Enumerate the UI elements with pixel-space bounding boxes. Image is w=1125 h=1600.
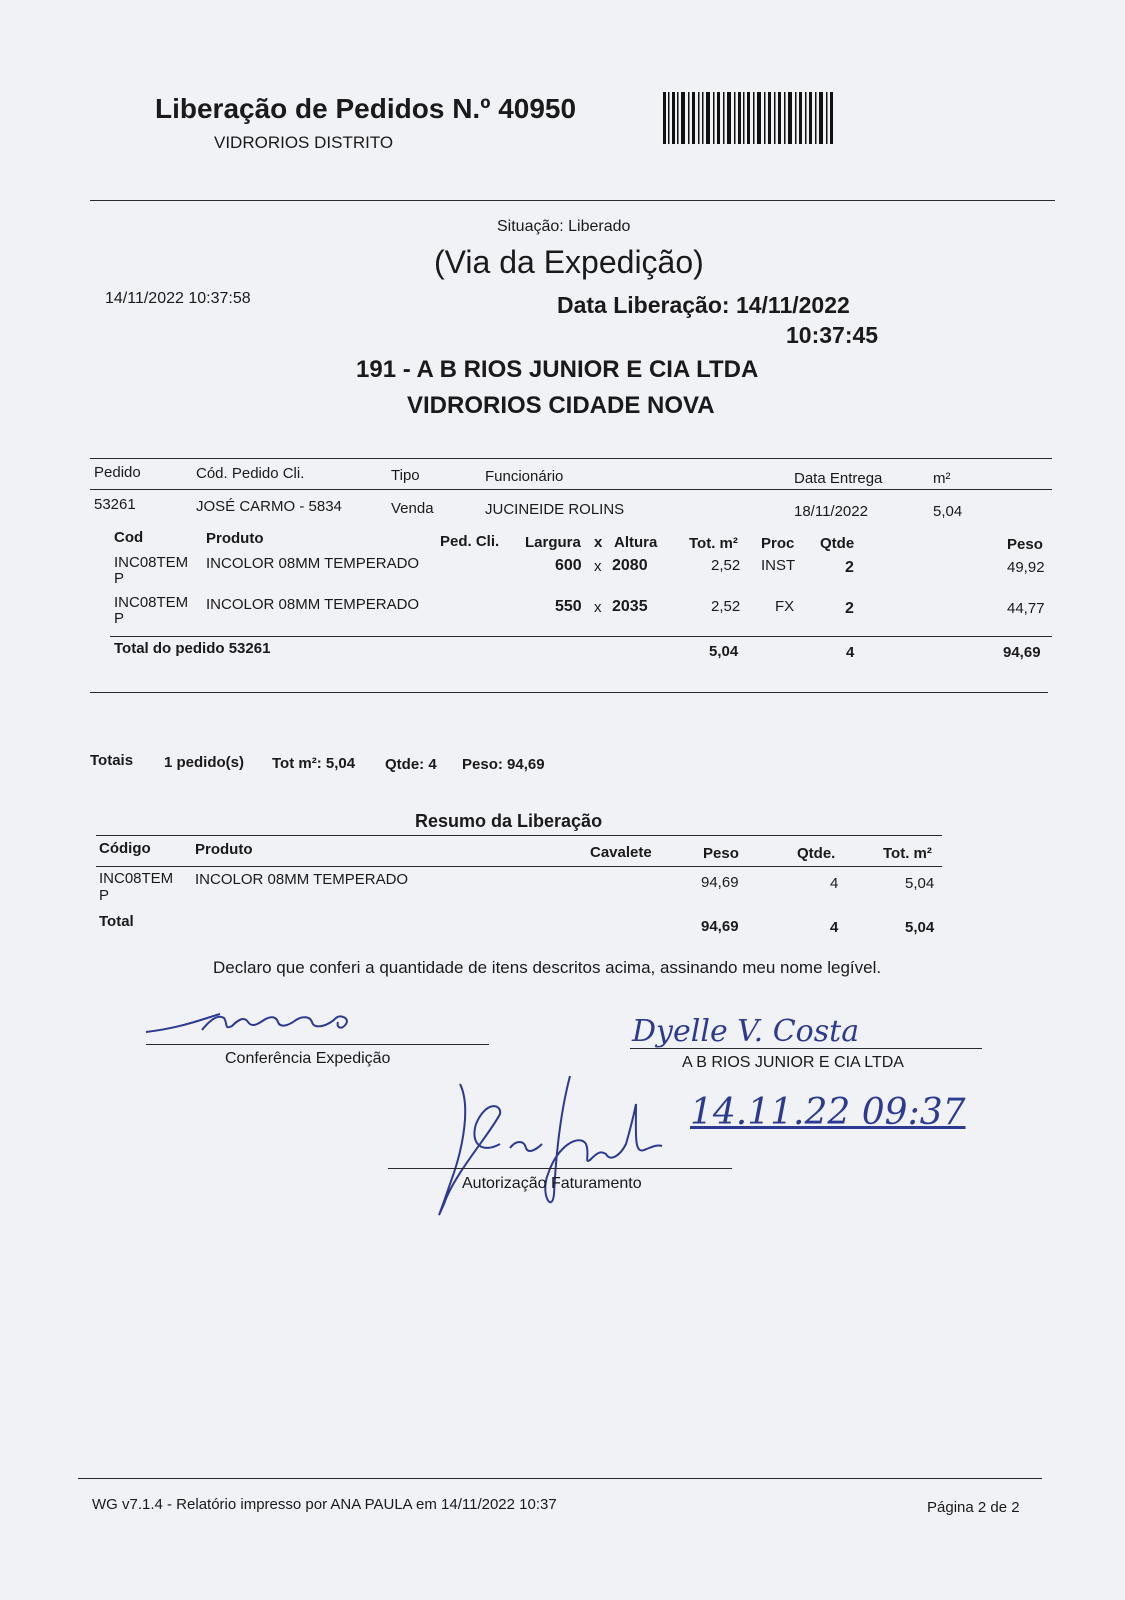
data-liberacao: Data Liberação: 14/11/2022 — [557, 292, 850, 318]
resumo-title: Resumo da Liberação — [415, 811, 603, 831]
divider — [90, 200, 1055, 201]
document-title: Liberação de Pedidos N.º 40950 — [155, 93, 577, 124]
divider — [90, 458, 1052, 459]
signature-line — [630, 1048, 982, 1049]
funcionario: JUCINEIDE ROLINS — [485, 501, 625, 518]
via-label: (Via da Expedição) — [434, 244, 704, 280]
item-x: x — [594, 558, 602, 575]
order-total-m2: 5,04 — [709, 643, 739, 660]
resumo-cod-cont: P — [99, 887, 110, 904]
divider — [90, 489, 1052, 490]
item-altura: 2080 — [612, 557, 648, 574]
col-tipo: Tipo — [391, 467, 420, 484]
item-produto: INCOLOR 08MM TEMPERADO — [206, 555, 420, 572]
resumo-col-tot-m2: Tot. m² — [883, 845, 932, 862]
resumo-col-qtde: Qtde. — [797, 845, 836, 862]
tipo: Venda — [391, 500, 434, 517]
col-funcionario: Funcionário — [485, 468, 564, 485]
conferencia-signature — [140, 1006, 370, 1040]
page-number: Página 2 de 2 — [927, 1499, 1020, 1516]
signature-line — [146, 1044, 489, 1045]
col-cod-pedido-cli: Cód. Pedido Cli. — [196, 465, 305, 482]
item-produto: INCOLOR 08MM TEMPERADO — [206, 596, 420, 613]
col-data-entrega: Data Entrega — [794, 470, 883, 487]
item-largura: 550 — [555, 598, 582, 615]
resumo-total-qtde: 4 — [830, 919, 839, 936]
item-peso: 44,77 — [1007, 600, 1045, 617]
col-proc: Proc — [761, 535, 795, 552]
resumo-total-label: Total — [99, 913, 134, 930]
item-cod: INC08TEM — [114, 594, 189, 611]
divider — [96, 866, 942, 867]
totais-qtde: Qtde: 4 — [385, 756, 437, 773]
resumo-cod: INC08TEM — [99, 870, 174, 887]
totais-m2: Tot m²: 5,04 — [272, 755, 356, 772]
item-cod: INC08TEM — [114, 554, 189, 571]
col-x: x — [594, 534, 603, 551]
situacao: Situação: Liberado — [497, 218, 631, 235]
footer-divider — [78, 1478, 1042, 1479]
item-tot-m2: 2,52 — [711, 557, 741, 574]
divider — [90, 692, 1048, 693]
resumo-tot-m2: 5,04 — [905, 875, 935, 892]
order-total-label: Total do pedido 53261 — [114, 640, 271, 657]
divider — [110, 636, 1052, 637]
company-name: VIDRORIOS DISTRITO — [214, 133, 394, 152]
cod-pedido-cli: JOSÉ CARMO - 5834 — [196, 498, 342, 515]
resumo-col-cavalete: Cavalete — [590, 844, 652, 861]
item-qtde: 2 — [845, 600, 854, 617]
declaration-text: Declaro que conferi a quantidade de itens descritos acima, assinando meu nome legível. — [213, 958, 882, 977]
pedido-number: 53261 — [94, 496, 136, 513]
col-tot-m2: Tot. m² — [689, 535, 738, 552]
printed-timestamp: 14/11/2022 10:37:58 — [105, 290, 251, 307]
resumo-total-peso: 94,69 — [701, 918, 739, 935]
item-cod-cont: P — [114, 570, 125, 587]
client-signature-label: A B RIOS JUNIOR E CIA LTDA — [682, 1054, 904, 1071]
col-altura: Altura — [614, 534, 658, 551]
col-m2: m² — [933, 470, 951, 487]
item-altura: 2035 — [612, 598, 648, 615]
data-liberacao-time: 10:37:45 — [786, 322, 879, 348]
resumo-produto: INCOLOR 08MM TEMPERADO — [195, 871, 409, 888]
autorizacao-label: Autorização Faturamento — [462, 1175, 642, 1192]
autorizacao-signature — [430, 1074, 680, 1224]
resumo-qtde: 4 — [830, 875, 839, 892]
handwritten-datetime: 14.11.22 09:37 — [690, 1092, 966, 1133]
totais-pedidos: 1 pedido(s) — [164, 754, 245, 771]
order-total-qtde: 4 — [846, 644, 855, 661]
item-qtde: 2 — [845, 559, 854, 576]
resumo-col-peso: Peso — [703, 845, 739, 862]
col-produto: Produto — [206, 530, 264, 547]
item-tot-m2: 2,52 — [711, 598, 741, 615]
totais-label: Totais — [90, 752, 134, 769]
client-handwritten-signature: Dyelle V. Costa — [632, 1014, 860, 1049]
item-proc: INST — [761, 557, 796, 574]
col-cod: Cod — [114, 529, 144, 546]
conferencia-label: Conferência Expedição — [225, 1050, 391, 1067]
item-cod-cont: P — [114, 610, 125, 627]
resumo-col-codigo: Código — [99, 840, 151, 857]
item-largura: 600 — [555, 557, 582, 574]
m2: 5,04 — [933, 503, 963, 520]
client-name: 191 - A B RIOS JUNIOR E CIA LTDA — [356, 356, 759, 383]
data-entrega: 18/11/2022 — [794, 503, 868, 520]
col-peso: Peso — [1007, 536, 1043, 553]
client-store: VIDRORIOS CIDADE NOVA — [407, 392, 715, 419]
col-pedido: Pedido — [94, 464, 141, 481]
barcode — [663, 92, 835, 144]
resumo-total-m2: 5,04 — [905, 919, 935, 936]
resumo-peso: 94,69 — [701, 874, 739, 891]
col-ped-cli: Ped. Cli. — [440, 533, 500, 550]
col-largura: Largura — [525, 534, 581, 551]
divider — [96, 835, 942, 836]
resumo-col-produto: Produto — [195, 841, 253, 858]
item-x: x — [594, 599, 602, 616]
order-total-peso: 94,69 — [1003, 644, 1041, 661]
totais-peso: Peso: 94,69 — [462, 756, 545, 773]
col-qtde: Qtde — [820, 535, 855, 552]
item-proc: FX — [775, 598, 795, 615]
footer-printed-by: WG v7.1.4 - Relatório impresso por ANA PAULA em 14/11/2022 10:37 — [92, 1496, 557, 1513]
signature-line — [388, 1168, 732, 1169]
item-peso: 49,92 — [1007, 559, 1045, 576]
